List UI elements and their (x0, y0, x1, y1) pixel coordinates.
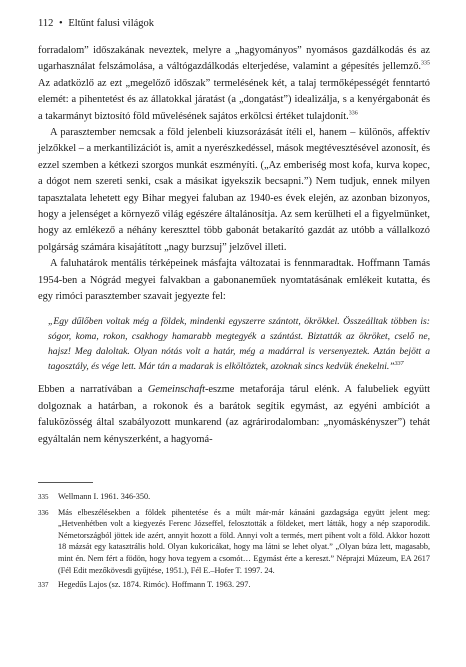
footnote-number: 337 (38, 581, 49, 590)
running-header (38, 18, 430, 29)
footnotes (38, 491, 430, 592)
book-title: Eltűnt falusi világok (68, 18, 155, 29)
footnote-ref[interactable]: 336 (348, 110, 358, 117)
footnote-number: 336 (38, 508, 49, 517)
footnote-ref[interactable]: 337 (394, 360, 404, 367)
paragraph-text: -eszme metaforája tárul elénk. A falubeliek együtt dolgoznak a határban, a rokonok és a barátok segítik egymást, az egyéni ambíciót a faluközösség által szabályozott munkarend (az agrárirodalomban: „nyomáskényszer”) tehát egyáltalán nem kényszerként, a hagyomá- (38, 384, 431, 445)
paragraph (38, 382, 430, 448)
footnote-text: Hegedűs Lajos (sz. 1874. Rimóc). Hoffmann T. 1963. 297. (58, 580, 251, 590)
footnote (38, 507, 430, 577)
paragraph-text: Ebben a narratívában a (38, 384, 148, 396)
page-number: 112 (38, 18, 54, 29)
footnote-text: Más elbeszélésekben a földek pihentetése és a múlt már-már kánaáni gazdagsága együtt jelent meg: „Hetvenhétben volt a kiegyezés Ferenc Józseffel, felosztották a földeket, mert látták, hogy a nép szaporodik. Németországból jöttek ide azért, annyit hozott a föld. Annyi volt a termés, mert pihent volt a föld. Akkor hozott 18 mázsát egy katasztrális hold. Olyan kukoricákat, hogy ma látni se lehet olyat.” „Olyan búza lett, magasabb, mint én. Nem fért a födön, hogy hova tegyem a csomót… Egymást érte a kereszt.” Néprajzi Múzeum, EA 2617 (Fél Edit mezőkövesdi gyűjtése, 1951.), Fél E.–Hofer T. 1997. 24. (58, 507, 430, 575)
paragraph (38, 43, 430, 125)
paragraph-text: Az adatközlő az ezt „megelőző időszak” termelésének két, a talaj termőképességét fenntartó elemét: a pihentetést és az állatokkal járatást (a „dongatást”) idealizálja, s a kenyérgabonát és a takarmányt biztosító föld művelésének sajátos erkölcsi értéket tulajdonít. (38, 77, 430, 122)
block-quote (48, 314, 430, 375)
book-page (38, 18, 430, 592)
footnote-text: Wellmann I. 1961. 346-350. (58, 491, 151, 501)
footnote (38, 491, 430, 504)
footnote-divider (38, 482, 93, 483)
paragraph: A parasztember nemcsak a föld jelenbeli kiuzsorázását ítéli el, hanem – különös, affektív jelzőkkel – a merkantilizációt is, amit a nyerészkedéssel, mások megtévesztésével azonosít, és ezzel szemben a kétkezi szorgos munkát eszményíti. („Az emberiség most kofa, kurva kopec, a dógot nem szereti senki, csak a másikat igyekszik becsapni.”) Nem tudjuk, ennek milyen tapasztalata lehetett egy Bihar megyei faluban az 1940-es évek elején, az azonban bizonyos, hogy a jelenséget a környező világ egészére általánosítja. Az sem kerülheti el a figyelmünket, hogy az emlékező a néhány kereszttel több gabonát betakarító gazdát az utóbb a vállalkozó polgárság számára kisajátított „nagy burzsuj” jelzővel illeti. (38, 127, 430, 253)
paragraph-text: forradalom” időszakának neveztek, melyre a „hagyományos” nyomásos gazdálkodás és az ugarhasználat felszámolása, a váltógazdálkodás elterjedése, valamint a gépesítés jellemző. (38, 45, 430, 73)
italic-term: Gemeinschaft (147, 384, 205, 396)
footnote-ref[interactable]: 335 (421, 60, 430, 67)
quote-text: „Egy dűlőben voltak még a földek, mindenki egyszerre szántott, ökrökkel. Összeálltak többen is: sógor, koma, rokon, csakhogy hamarabb megtegyék a szántást. Biztatták az ökröket, cselő ne, hajsz! Meg daloltak. Olyan nótás volt a határ, még a madárral is versenyeztek. Aztán bejött a tagosztály, és vége lett. Már tán a madarak is elköltöztek, azoknak sincs kedvük énekelni.” (48, 315, 430, 373)
paragraph: A faluhatárok mentális térképeinek másfajta változatai is fennmaradtak. Hoffmann Tamás 1954-ben a Nógrád megyei falvakban a gabonaneműek nyomtatásának emlékeit kutatta, és egy rimóci parasztember szavait jegyezte fel: (38, 258, 430, 303)
footnote-number: 335 (38, 492, 49, 501)
header-separator: • (59, 18, 63, 29)
body-text (38, 43, 430, 448)
footnote (38, 579, 430, 592)
